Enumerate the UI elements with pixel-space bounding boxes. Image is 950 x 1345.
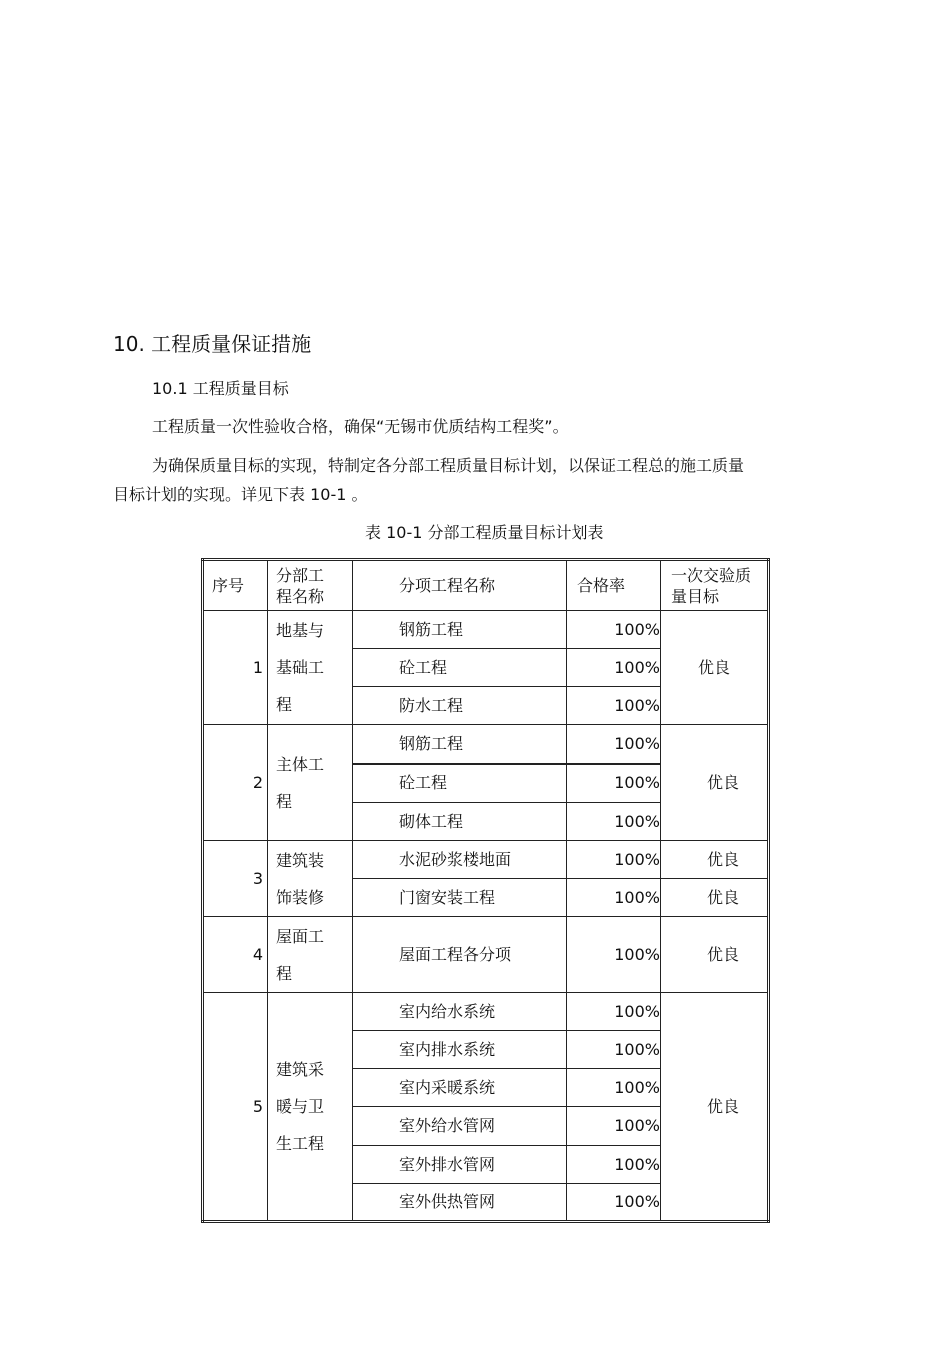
item-name: 防水工程 bbox=[353, 687, 567, 725]
pass-rate: 100% bbox=[567, 917, 661, 993]
item-name: 水泥砂浆楼地面 bbox=[353, 841, 567, 879]
table-caption: 表 10-1 分部工程质量目标计划表 bbox=[365, 523, 604, 542]
pass-rate: 100% bbox=[567, 764, 661, 803]
quality-goal-paragraph: 工程质量一次性验收合格，确保“无锡市优质结构工程奖”。 bbox=[152, 417, 569, 436]
plan-paragraph-line2: 目标计划的实现。详见下表 10-1 。 bbox=[113, 485, 368, 504]
item-name: 砼工程 bbox=[353, 764, 567, 803]
header-part: 分部工程名称 bbox=[268, 560, 353, 611]
pass-rate: 100% bbox=[567, 879, 661, 917]
pass-rate: 100% bbox=[567, 1107, 661, 1146]
header-no: 序号 bbox=[203, 560, 268, 611]
item-name: 室外供热管网 bbox=[353, 1184, 567, 1222]
quality-goal: 优良 bbox=[661, 611, 769, 725]
pass-rate: 100% bbox=[567, 611, 661, 649]
item-name: 室内给水系统 bbox=[353, 993, 567, 1031]
header-goal: 一次交验质量目标 bbox=[661, 560, 769, 611]
pass-rate: 100% bbox=[567, 687, 661, 725]
group-number: 4 bbox=[203, 917, 268, 993]
pass-rate: 100% bbox=[567, 993, 661, 1031]
item-name: 砌体工程 bbox=[353, 803, 567, 841]
table-row bbox=[203, 841, 769, 879]
table-header-row bbox=[203, 560, 769, 611]
item-name: 门窗安装工程 bbox=[353, 879, 567, 917]
pass-rate: 100% bbox=[567, 1069, 661, 1107]
pass-rate: 100% bbox=[567, 1146, 661, 1184]
table-row bbox=[203, 917, 769, 993]
item-name: 钢筋工程 bbox=[353, 611, 567, 649]
pass-rate: 100% bbox=[567, 725, 661, 764]
part-name: 屋面工程 bbox=[268, 917, 353, 993]
plan-paragraph-line1: 为确保质量目标的实现，特制定各分部工程质量目标计划，以保证工程总的施工质量 bbox=[152, 456, 745, 475]
subsection-heading: 10.1 工程质量目标 bbox=[152, 379, 289, 398]
item-name: 钢筋工程 bbox=[353, 725, 567, 764]
quality-goal: 优良 bbox=[661, 917, 769, 993]
group-number: 2 bbox=[203, 725, 268, 841]
pass-rate: 100% bbox=[567, 1184, 661, 1222]
group-number: 1 bbox=[203, 611, 268, 725]
quality-goal: 优良 bbox=[661, 879, 769, 917]
part-name: 主体工程 bbox=[268, 725, 353, 841]
part-name: 建筑采暖与卫生工程 bbox=[268, 993, 353, 1222]
quality-goal: 优良 bbox=[661, 725, 769, 841]
header-rate: 合格率 bbox=[567, 560, 661, 611]
table-row bbox=[203, 611, 769, 649]
table-row bbox=[203, 725, 769, 764]
quality-plan-table bbox=[201, 558, 770, 1223]
group-number: 5 bbox=[203, 993, 268, 1222]
pass-rate: 100% bbox=[567, 649, 661, 687]
pass-rate: 100% bbox=[567, 841, 661, 879]
part-name: 建筑装饰装修 bbox=[268, 841, 353, 917]
quality-goal: 优良 bbox=[661, 993, 769, 1222]
table-row bbox=[203, 993, 769, 1031]
quality-goal: 优良 bbox=[661, 841, 769, 879]
pass-rate: 100% bbox=[567, 1031, 661, 1069]
group-number: 3 bbox=[203, 841, 268, 917]
header-item: 分项工程名称 bbox=[353, 560, 567, 611]
section-heading: 10. 工程质量保证措施 bbox=[113, 332, 312, 356]
item-name: 砼工程 bbox=[353, 649, 567, 687]
part-name: 地基与基础工程 bbox=[268, 611, 353, 725]
item-name: 室内排水系统 bbox=[353, 1031, 567, 1069]
item-name: 屋面工程各分项 bbox=[353, 917, 567, 993]
pass-rate: 100% bbox=[567, 803, 661, 841]
item-name: 室外排水管网 bbox=[353, 1146, 567, 1184]
item-name: 室内采暖系统 bbox=[353, 1069, 567, 1107]
item-name: 室外给水管网 bbox=[353, 1107, 567, 1146]
